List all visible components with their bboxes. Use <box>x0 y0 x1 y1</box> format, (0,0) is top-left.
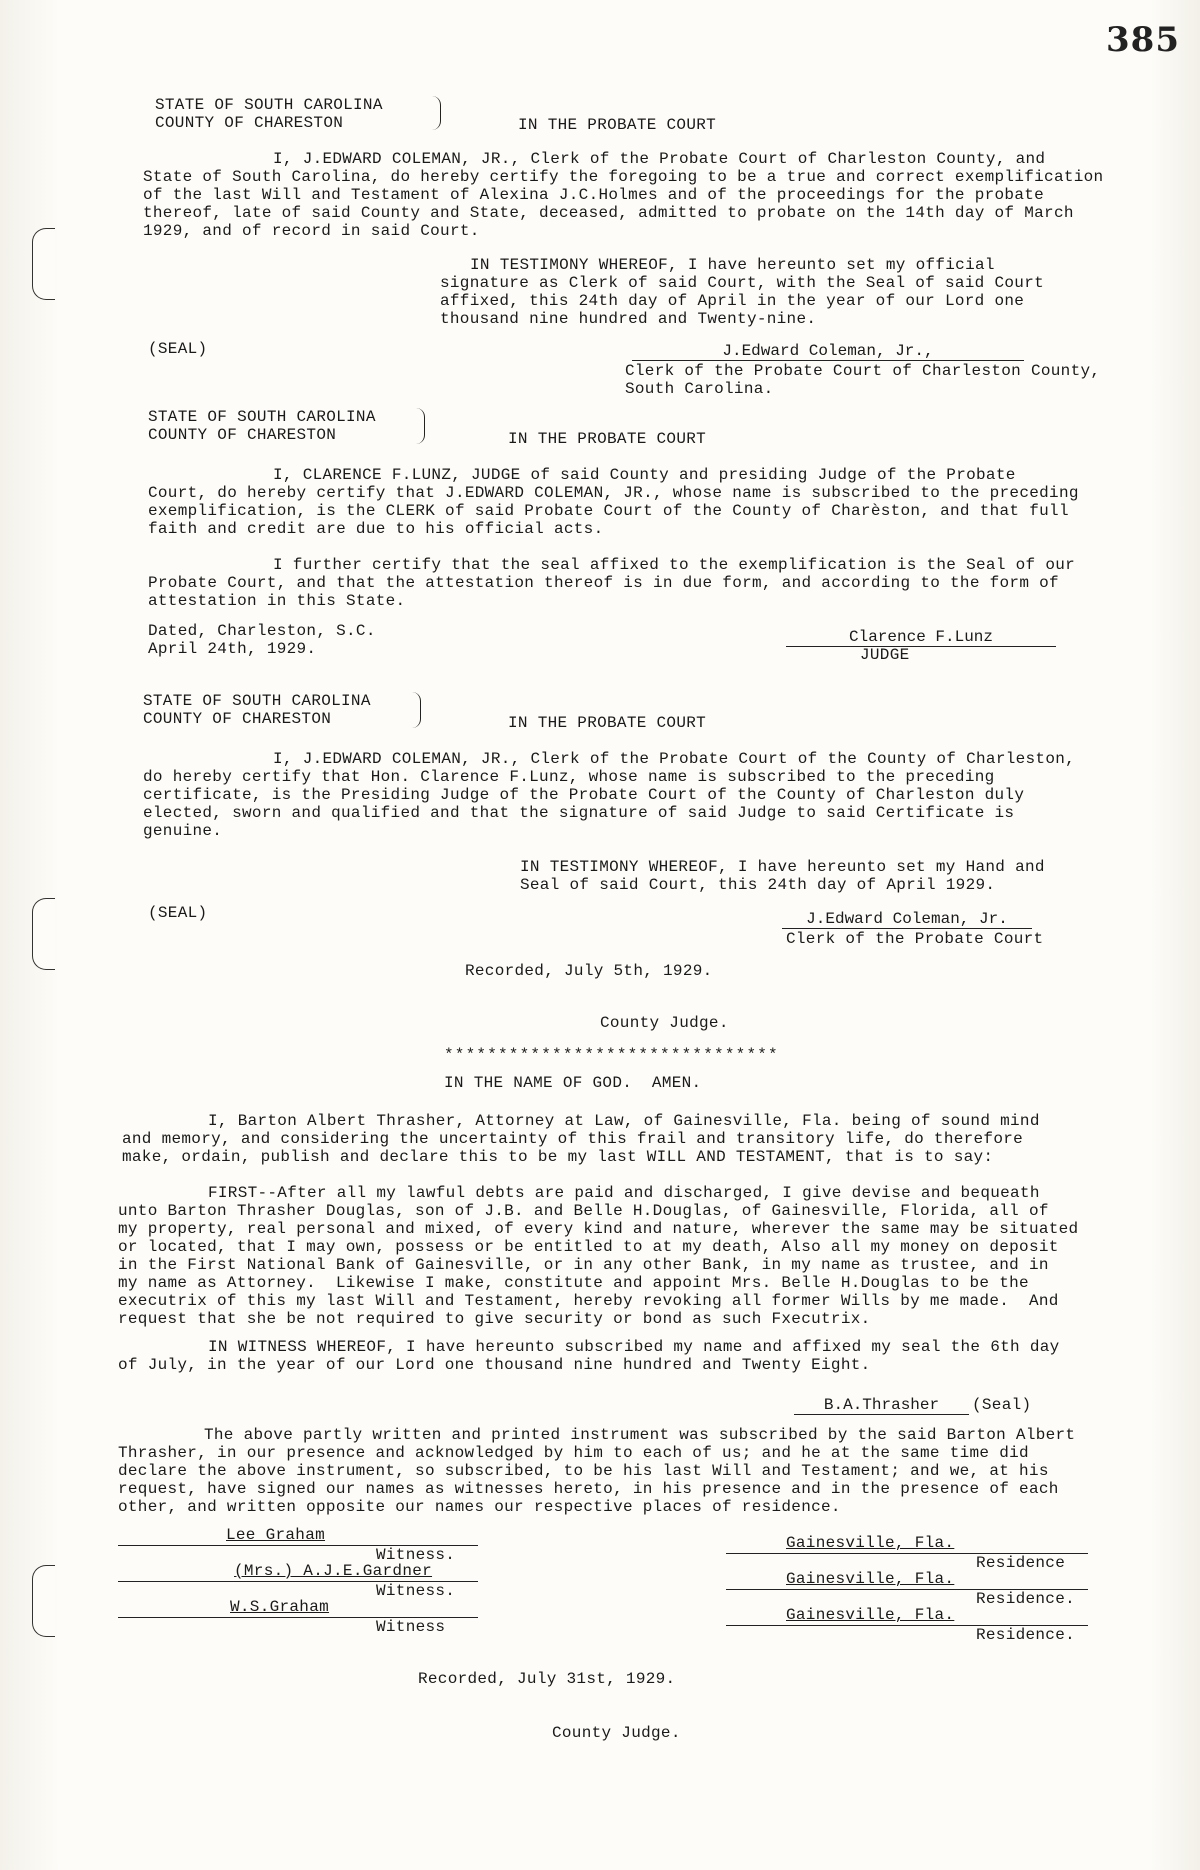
text-line: unto Barton Thrasher Douglas, son of J.B. and Belle H.Douglas, of Gainesville, Florida, all of <box>118 1202 1049 1220</box>
text-line: other, and written opposite our names our respective places of residence. <box>118 1498 841 1516</box>
cert2-body <box>148 466 1079 538</box>
cert2-state: STATE OF SOUTH CAROLINA <box>148 408 376 426</box>
cert3-county-judge: County Judge. <box>600 1014 729 1032</box>
text-line: do hereby certify that Hon. Clarence F.Lunz, whose name is subscribed to the preceding <box>143 768 995 786</box>
text-line: faith and credit are due to his official acts. <box>148 520 604 538</box>
text-line: I, CLARENCE F.LUNZ, JUDGE of said County and presiding Judge of the Probate <box>273 466 1016 484</box>
cert2-date: April 24th, 1929. <box>148 640 317 658</box>
cert3-bracket <box>412 692 421 728</box>
text-line: I, J.EDWARD COLEMAN, JR., Clerk of the Probate Court of Charleston County, and <box>273 150 1046 168</box>
text-line: request, have signed our names as witnesses hereto, in his presence and in the presence of each <box>118 1480 1059 1498</box>
residence-3: Gainesville, Fla. <box>786 1606 955 1624</box>
cert3-signature: J.Edward Coleman, Jr. <box>782 910 1032 929</box>
text-line: attestation in this State. <box>148 592 406 610</box>
cert1-court: IN THE PROBATE COURT <box>518 116 717 134</box>
text-line: in the First National Bank of Gainesville, or in any other Bank, in my name as trustee, and in <box>118 1256 1049 1274</box>
testator-signature: B.A.Thrasher <box>794 1396 969 1415</box>
text-line: IN WITNESS WHEREOF, I have hereunto subscribed my name and affixed my seal the 6th day <box>208 1338 1060 1356</box>
cert1-testimony <box>440 256 1044 328</box>
will-first <box>118 1184 1078 1328</box>
binder-hole-middle <box>32 898 55 970</box>
text-line: Clerk of the Probate Court of Charleston County, <box>625 362 1101 380</box>
text-line: exemplification, is the CLERK of said Probate Court of the County of Charèston, and that full <box>148 502 1069 520</box>
text-line: affixed, this 24th day of April in the year of our Lord one <box>440 292 1025 310</box>
will-county-judge: County Judge. <box>552 1724 681 1742</box>
will-recorded: Recorded, July 31st, 1929. <box>418 1670 676 1688</box>
text-line: I, J.EDWARD COLEMAN, JR., Clerk of the Probate Court of the County of Charleston, <box>273 750 1076 768</box>
will-heading: IN THE NAME OF GOD. AMEN. <box>444 1074 702 1092</box>
cert3-county: COUNTY OF CHARESTON <box>143 710 332 728</box>
cert3-court: IN THE PROBATE COURT <box>508 714 707 732</box>
text-line: State of South Carolina, do hereby certify the foregoing to be a true and correct exemplification <box>143 168 1104 186</box>
text-line: declare the above instrument, so subscribed, to be his last Will and Testament; and we, at his <box>118 1462 1049 1480</box>
text-line: or located, that I may own, possess or be entitled to at my death, Also all my money on deposit <box>118 1238 1059 1256</box>
will-intro <box>122 1112 1040 1166</box>
cert2-dated: Dated, Charleston, S.C. <box>148 622 376 640</box>
text-line: certificate, is the Presiding Judge of the Probate Court of the County of Charleston duly <box>143 786 1025 804</box>
cert1-seal: (SEAL) <box>148 340 208 358</box>
cert1-state: STATE OF SOUTH CAROLINA <box>155 96 383 114</box>
page-number: 385 <box>1106 20 1180 60</box>
text-line: I further certify that the seal affixed to the exemplification is the Seal of our <box>273 556 1076 574</box>
will-attestation <box>118 1426 1075 1516</box>
cert2-signer-title: JUDGE <box>860 646 910 664</box>
cert3-signer-title: Clerk of the Probate Court <box>786 930 1044 948</box>
binder-hole-bottom <box>32 1565 55 1637</box>
cert3-seal: (SEAL) <box>148 904 208 922</box>
witness-2-label: Witness. <box>376 1582 456 1600</box>
testator-seal: (Seal) <box>972 1396 1032 1414</box>
cert3-testimony <box>520 858 1045 894</box>
witness-3-name: W.S.Graham <box>230 1598 330 1616</box>
text-line: 1929, and of record in said Court. <box>143 222 480 240</box>
text-line: South Carolina. <box>625 380 774 398</box>
cert2-court: IN THE PROBATE COURT <box>508 430 707 448</box>
cert3-recorded: Recorded, July 5th, 1929. <box>465 962 713 980</box>
cert1-county: COUNTY OF CHARESTON <box>155 114 344 132</box>
text-line: of the last Will and Testament of Alexina J.C.Holmes and of the proceedings for the probate <box>143 186 1045 204</box>
cert2-body2 <box>148 556 1075 610</box>
residence-2-label: Residence. <box>976 1590 1076 1608</box>
text-line: Seal of said Court, this 24th day of April 1929. <box>520 876 996 894</box>
text-line: and memory, and considering the uncertainty of this frail and transitory life, do therefore <box>122 1130 1024 1148</box>
cert1-body <box>143 150 1103 240</box>
cert1-signer-title <box>625 362 1100 398</box>
text-line: Court, do hereby certify that J.EDWARD COLEMAN, JR., whose name is subscribed to the preceding <box>148 484 1079 502</box>
residence-1: Gainesville, Fla. <box>786 1534 955 1552</box>
cert1-signature: J.Edward Coleman, Jr., <box>632 342 1024 361</box>
witness-3-label: Witness <box>376 1618 446 1636</box>
separator-asterisks: ******************************* <box>444 1046 779 1064</box>
witness-2-name: (Mrs.) A.J.E.Gardner <box>234 1562 433 1580</box>
cert2-bracket <box>416 408 425 444</box>
text-line: genuine. <box>143 822 223 840</box>
residence-2: Gainesville, Fla. <box>786 1570 955 1588</box>
text-line: elected, sworn and qualified and that the signature of said Judge to said Certificate is <box>143 804 1015 822</box>
cert2-county: COUNTY OF CHARESTON <box>148 426 337 444</box>
text-line: IN TESTIMONY WHEREOF, I have hereunto set my Hand and <box>520 858 1045 876</box>
text-line: FIRST--After all my lawful debts are paid and discharged, I give devise and bequeath <box>208 1184 1040 1202</box>
text-line: make, ordain, publish and declare this to be my last WILL AND TESTAMENT, that is to say: <box>122 1148 994 1166</box>
text-line: my property, real personal and mixed, of every kind and nature, wherever the same may be situated <box>118 1220 1079 1238</box>
will-witness-clause <box>118 1338 1060 1374</box>
cert2-signature: Clarence F.Lunz <box>786 628 1056 647</box>
cert1-bracket <box>432 96 441 130</box>
text-line: signature as Clerk of said Court, with the Seal of said Court <box>440 274 1044 292</box>
text-line: of July, in the year of our Lord one thousand nine hundred and Twenty Eight. <box>118 1356 871 1374</box>
binder-hole-top <box>32 228 55 300</box>
witness-1-label: Witness. <box>376 1546 456 1564</box>
cert3-body <box>143 750 1075 840</box>
residence-3-label: Residence. <box>976 1626 1076 1644</box>
text-line: thereof, late of said County and State, deceased, admitted to probate on the 14th day of March <box>143 204 1074 222</box>
text-line: my name as Attorney. Likewise I make, constitute and appoint Mrs. Belle H.Douglas to be the <box>118 1274 1029 1292</box>
text-line: Probate Court, and that the attestation thereof is in due form, and according to the form of <box>148 574 1059 592</box>
text-line: thousand nine hundred and Twenty-nine. <box>440 310 817 328</box>
text-line: executrix of this my last Will and Testament, hereby revoking all former Wills by me made. And <box>118 1292 1059 1310</box>
text-line: Thrasher, in our presence and acknowledged by him to each of us; and he at the same time did <box>118 1444 1029 1462</box>
text-line: request that she be not required to give security or bond as such Fxecutrix. <box>118 1310 871 1328</box>
text-line: The above partly written and printed instrument was subscribed by the said Barton Albert <box>204 1426 1076 1444</box>
witness-1-name: Lee Graham <box>226 1526 326 1544</box>
text-line: IN TESTIMONY WHEREOF, I have hereunto set my official <box>470 256 995 274</box>
text-line: I, Barton Albert Thrasher, Attorney at Law, of Gainesville, Fla. being of sound mind <box>208 1112 1040 1130</box>
residence-1-label: Residence <box>976 1554 1066 1572</box>
cert3-state: STATE OF SOUTH CAROLINA <box>143 692 371 710</box>
